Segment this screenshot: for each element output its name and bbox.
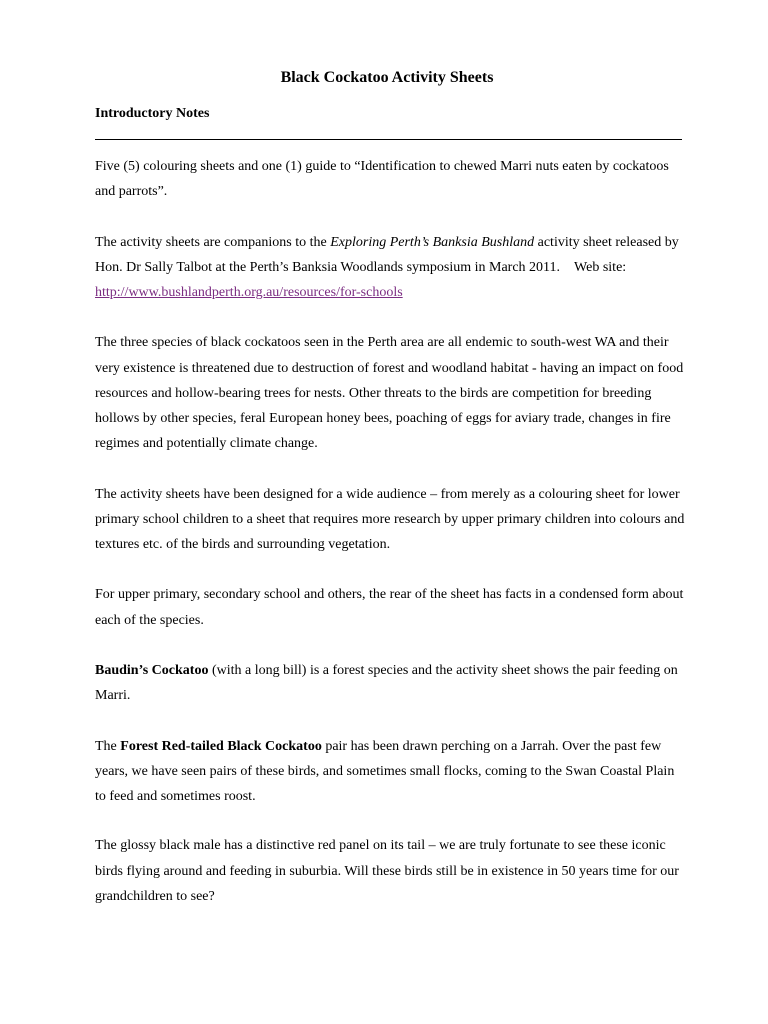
companion-text-start: The activity sheets are companions to the <box>95 234 331 250</box>
companion-italic-title: Exploring Perth’s Banksia Bushland <box>330 234 535 250</box>
paragraph-glossy-male: The glossy black male has a distinctive red panel on its tail – we are truly fortunate to see these iconic birds flying around and feeding in suburbia. Will these birds still be in existence in 50 years time for our grandchildren to see? <box>95 838 679 904</box>
paragraph-upper-primary: For upper primary, secondary school and others, the rear of the sheet has facts in a condensed form about each of the species. <box>95 587 684 628</box>
companion-text-end: activity sheet released by Hon. Dr Sally Talbot at the Perth’s Banksia Woodlands symposium in March 2011. Web site: <box>95 234 679 275</box>
website-link[interactable]: http://www.bushlandperth.org.au/resources/for-schools <box>95 285 403 300</box>
paragraph-intro: Five (5) colouring sheets and one (1) guide to “Identification to chewed Marri nuts eaten by cockatoos and parrots”. <box>95 159 669 200</box>
paragraph-threats: The three species of black cockatoos seen in the Perth area are all endemic to south-west WA and their very existence is threatened due to destruction of forest and woodland habitat - having an impact on food resources and hollow-bearing trees for nests. Other threats to the birds are competition for breeding hollows by other species, feral European honey bees, poaching of eggs for aviary trade, changes in fire regimes and potentially climate change. <box>95 335 684 452</box>
baudins-text: (with a long bill) is a forest species and the activity sheet shows the pair feeding on Marri. <box>95 662 678 704</box>
red-tailed-text-end: pair has been drawn perching on a Jarrah. Over the past few years, we have seen pairs of these birds, and sometimes small flocks, coming to the Swan Coastal Plain to feed and sometimes roost. <box>95 738 675 804</box>
paragraph-red-tailed <box>95 734 685 810</box>
section-heading: Introductory Notes <box>95 106 210 121</box>
horizontal-rule <box>95 139 682 140</box>
paragraph-baudins <box>95 658 685 708</box>
baudins-species-name: Baudin’s Cockatoo <box>95 662 209 678</box>
paragraph-audience: The activity sheets have been designed for a wide audience – from merely as a colouring sheet for lower primary school children to a sheet that requires more research by upper primary children into colours and textures etc. of the birds and surrounding vegetation. <box>95 486 685 552</box>
paragraph-companion <box>95 230 685 306</box>
red-tailed-text-start: The <box>95 738 121 754</box>
document-body <box>95 154 685 909</box>
red-tailed-species-name: Forest Red-tailed Black Cockatoo <box>120 738 322 754</box>
document-title: Black Cockatoo Activity Sheets <box>280 69 494 86</box>
